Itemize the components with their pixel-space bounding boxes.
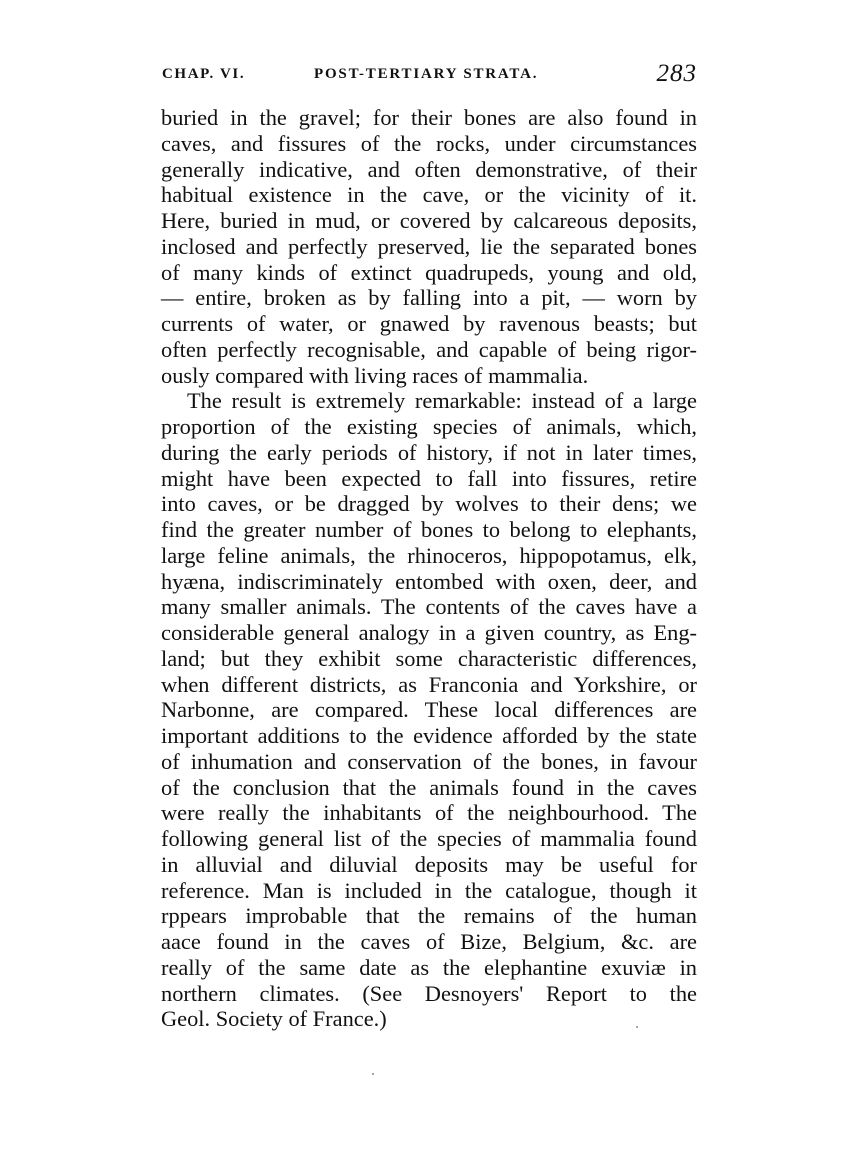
paper-speck	[372, 1073, 374, 1075]
page-number: 283	[656, 60, 697, 87]
text-line: find the greater number of bones to belong to elephants,	[161, 517, 697, 542]
text-line: proportion of the existing species of animals, which,	[161, 414, 697, 439]
body-text	[161, 105, 697, 1032]
text-line: in alluvial and diluvial deposits may be useful for	[161, 851, 697, 877]
text-line: hyæna, indiscriminately entombed with oxen, deer, and	[161, 568, 697, 594]
text-line: during the early periods of history, if not in later times,	[161, 439, 697, 465]
text-line: inclosed and perfectly preserved, lie the separated bones	[161, 233, 697, 259]
running-title: POST-TERTIARY STRATA.	[314, 66, 539, 82]
text-line: important additions to the evidence afforded by the state	[161, 723, 697, 748]
text-line: many smaller animals. The contents of the caves have a	[161, 594, 697, 620]
text-line: habitual existence in the cave, or the vicinity of it.	[161, 182, 697, 208]
text-line: aace found in the caves of Bize, Belgium, &c. are	[161, 929, 697, 954]
text-line: into caves, or be dragged by wolves to their dens; we	[161, 491, 697, 517]
text-line: reference. Man is included in the catalogue, though it	[161, 877, 697, 903]
text-line: currents of water, or gnawed by ravenous beasts; but	[161, 311, 697, 336]
text-line: — entire, broken as by falling into a pit, — worn by	[161, 285, 697, 311]
text-line: caves, and fissures of the rocks, under circumstances	[161, 130, 697, 156]
paper-speck	[636, 1026, 638, 1028]
running-head	[162, 62, 697, 92]
text-line: when different districts, as Franconia and Yorkshire, or	[161, 671, 697, 697]
text-line: rppears improbable that the remains of the human	[161, 903, 697, 929]
paragraph-start-line: The result is extremely remarkable: instead of a large	[187, 388, 697, 414]
text-line: following general list of the species of mammalia found	[161, 826, 697, 851]
text-line: were really the inhabitants of the neighbourhood. The	[161, 800, 697, 826]
text-line: northern climates. (See Desnoyers' Report to the	[161, 980, 697, 1006]
text-line: of the conclusion that the animals found in the caves	[161, 774, 697, 800]
text-line: buried in the gravel; for their bones are also found in	[161, 105, 697, 130]
text-line: land; but they exhibit some characteristic differences,	[161, 645, 697, 671]
paragraph-end-line: Geol. Society of France.)	[161, 1006, 387, 1032]
text-line: considerable general analogy in a given country, as Eng-	[161, 620, 697, 645]
text-line: might have been expected to fall into fissures, retire	[161, 465, 697, 491]
paragraph-end-line: ously compared with living races of mammalia.	[161, 362, 589, 388]
text-line: Here, buried in mud, or covered by calcareous deposits,	[161, 208, 697, 233]
text-line: large feline animals, the rhinoceros, hippopotamus, elk,	[161, 542, 697, 568]
text-line: of inhumation and conservation of the bones, in favour	[161, 748, 697, 774]
text-line: generally indicative, and often demonstrative, of their	[161, 156, 697, 182]
chapter-label: CHAP. VI.	[162, 66, 246, 82]
text-line: of many kinds of extinct quadrupeds, young and old,	[161, 259, 697, 285]
text-line: often perfectly recognisable, and capable of being rigor-	[161, 336, 697, 362]
text-line: Narbonne, are compared. These local differences are	[161, 697, 697, 723]
text-line: really of the same date as the elephantine exuviæ in	[161, 954, 697, 980]
